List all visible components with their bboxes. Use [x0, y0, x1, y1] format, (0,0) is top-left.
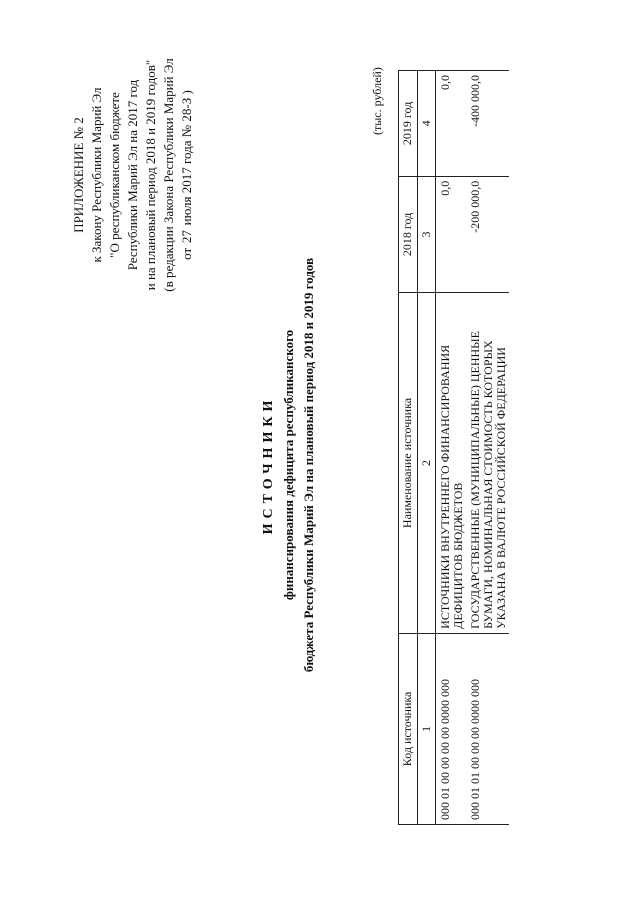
title-line-2: бюджета Республики Марий Эл на плановый период 2018 и 2019 годов: [301, 257, 316, 673]
table-header-row: [399, 71, 418, 825]
col-number-2: 2: [418, 293, 436, 634]
row-value-2019: 0,0: [436, 71, 467, 177]
date-suffix: ): [179, 90, 194, 95]
law-number: 28-З: [179, 97, 194, 122]
date-prefix: от: [179, 247, 194, 260]
sources-table: [398, 70, 509, 825]
units-label: (тыс. рублей): [370, 67, 384, 135]
row-code: 000 01 00 00 00 00 0000 000: [436, 633, 467, 824]
header-name: Наименование источника: [399, 293, 418, 634]
date-middle: июля 2017 года №: [179, 124, 194, 226]
column-number-row: [418, 71, 436, 825]
row-value-2018: -200 000,0: [466, 176, 509, 292]
row-code: 000 01 01 00 00 00 0000 000: [466, 633, 509, 824]
appendix-law-reference: к Закону Республики Марий Эл: [89, 87, 104, 263]
appendix-law-title-line-3: и на плановый период 2018 и 2019 годов": [143, 59, 158, 291]
table-row: [436, 71, 467, 825]
appendix-edition: (в редакции Закона Республики Марий Эл: [161, 58, 176, 292]
title-main: ИСТОЧНИКИ: [261, 395, 276, 535]
col-number-3: 3: [418, 176, 436, 292]
appendix-header: [70, 45, 196, 305]
appendix-number: ПРИЛОЖЕНИЕ № 2: [71, 117, 86, 233]
title-line-1: финансирования дефицита республиканского: [281, 329, 296, 601]
table-row: [466, 71, 509, 825]
document-title: [260, 205, 318, 725]
appendix-date-line: [178, 45, 196, 305]
header-code: Код источника: [399, 633, 418, 824]
row-name: ГОСУДАРСТВЕННЫЕ (МУНИЦИПАЛЬНЫЕ) ЦЕННЫЕ БУМАГИ, НОМИНАЛЬНАЯ СТОИМОСТЬ КОТОРЫХ УКАЗАНА В ВАЛЮТЕ РОССИЙСКОЙ ФЕДЕРАЦИИ: [466, 293, 509, 634]
col-number-1: 1: [418, 633, 436, 824]
row-value-2018: 0,0: [436, 176, 467, 292]
row-name: ИСТОЧНИКИ ВНУТРЕННЕГО ФИНАНСИРОВАНИЯ ДЕФИЦИТОВ БЮДЖЕТОВ: [436, 293, 467, 634]
col-number-4: 4: [418, 71, 436, 177]
appendix-law-title-line-2: Республики Марий Эл на 2017 год: [125, 79, 140, 271]
header-2019: 2019 год: [399, 71, 418, 177]
date-day: 27: [179, 230, 194, 244]
header-2018: 2018 год: [399, 176, 418, 292]
row-value-2019: -400 000,0: [466, 71, 509, 177]
appendix-law-title-line-1: "О республиканском бюджете: [107, 92, 122, 258]
